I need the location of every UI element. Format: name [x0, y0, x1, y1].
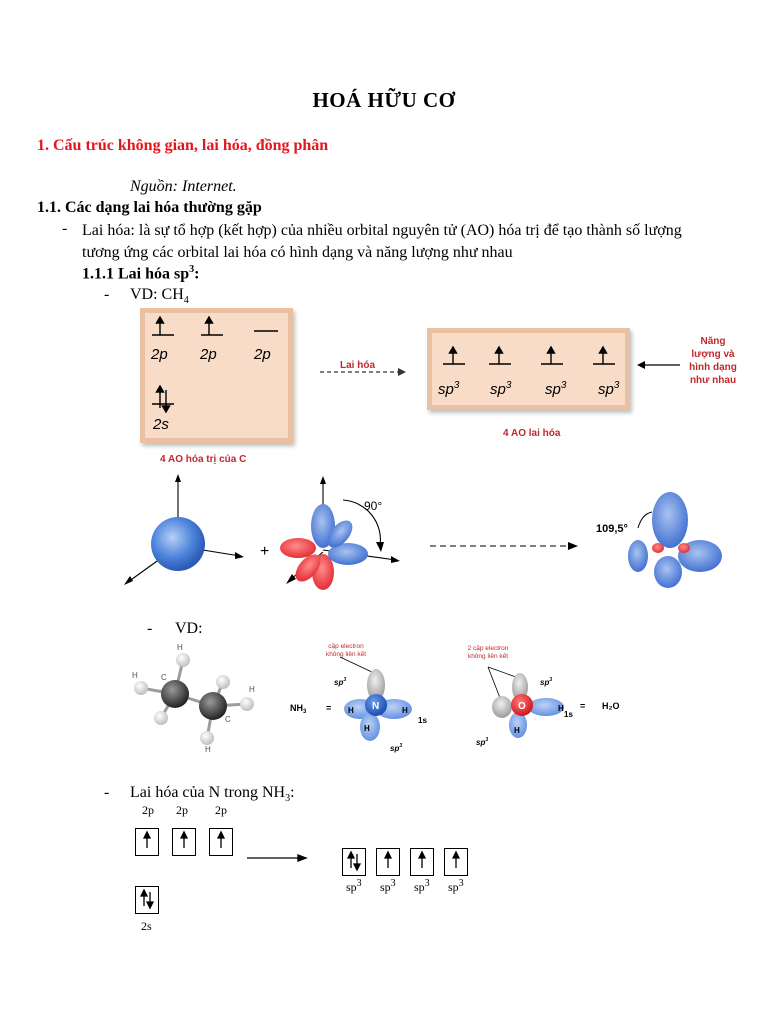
- ethane-model: [125, 638, 275, 753]
- orbital-label-2s: 2s: [141, 919, 152, 933]
- h-atom-label: H: [402, 706, 408, 715]
- sp3-sup: 3: [560, 380, 567, 391]
- orbital-label-sp3: [490, 380, 511, 398]
- sp3-label-h2o: [476, 737, 488, 747]
- nh3-heading-sub: 3: [285, 793, 291, 805]
- caption-hybrid-orbitals: 4 AO lai hóa: [503, 428, 561, 439]
- sp3-label-h2o: [540, 677, 552, 687]
- one-s-label: 1s: [418, 716, 427, 725]
- example-ch4: [130, 286, 189, 306]
- bullet-dash: -: [104, 784, 110, 801]
- h-atom-label: H: [364, 724, 370, 733]
- h2o-model: [460, 663, 640, 758]
- nh3-model: [290, 655, 440, 755]
- sp3-text: sp: [490, 381, 506, 398]
- sp3-text: sp: [598, 381, 614, 398]
- sp3-sup: 3: [356, 878, 362, 889]
- bullet-dash: -: [62, 220, 68, 237]
- note-line: hình dạng: [689, 362, 737, 373]
- definition-paragraph: Lai hóa: là sự tổ hợp (kết hợp) của nhiều orbital nguyên tử (AO) hóa trị để tạo thành số lượng tương ứng các orbital lai hóa có hình dạng và năng lượng như nhau: [82, 222, 682, 261]
- sp3-sup: 3: [343, 677, 347, 683]
- caption-line: cặp electron: [328, 643, 364, 650]
- ethane-h-label: H: [249, 685, 255, 694]
- orbital-label-2s: 2s: [153, 416, 169, 433]
- sp3-text: sp: [438, 381, 454, 398]
- dashed-arrow-icon: [318, 366, 408, 378]
- sp3-text: sp: [414, 880, 425, 894]
- sp3-sup: 3: [458, 878, 464, 889]
- example-2: VD:: [175, 620, 203, 637]
- caption-line: 2 cặp electron: [467, 645, 509, 652]
- sp3-sup: 3: [613, 380, 620, 391]
- ethane-h-label: H: [177, 643, 183, 652]
- sp3-text: sp: [390, 744, 400, 753]
- sp3-box-label: [346, 878, 362, 895]
- sp3-text: sp: [334, 678, 344, 687]
- sp3-sup: 3: [505, 380, 512, 391]
- sp3-text: sp: [448, 880, 459, 894]
- nh3-electron-arrows: [130, 822, 480, 922]
- orbital-label-2p: 2p: [215, 803, 227, 817]
- sp3-text: sp: [380, 880, 391, 894]
- orbital-shapes-figure: [118, 468, 728, 598]
- heading-colon: :: [194, 265, 200, 283]
- caption-line: không liên kết: [467, 653, 509, 660]
- hybrid-orbitals-arrows: [427, 328, 637, 388]
- example-ch4-sub: 4: [183, 295, 189, 307]
- sp3-box-label: [380, 878, 396, 895]
- nh3-heading-text: Lai hóa của N trong NH: [130, 784, 286, 801]
- sp3-sup: 3: [549, 677, 553, 683]
- plus-sign: +: [260, 543, 270, 560]
- ethane-c-label: C: [161, 673, 167, 682]
- sp3-text: sp: [476, 738, 486, 747]
- h-atom-label: H: [348, 706, 354, 715]
- section-heading-1-1-1: [82, 264, 199, 283]
- equals-sign: =: [580, 701, 586, 711]
- note-line: Năng: [700, 336, 726, 347]
- sp3-sup: 3: [485, 737, 489, 743]
- orbital-label-2p: 2p: [142, 803, 154, 817]
- sp3-sup: 3: [424, 878, 430, 889]
- nh3-formula-sub: 3: [303, 709, 307, 715]
- sp3-text: sp: [545, 381, 561, 398]
- arrow-left-icon: [636, 360, 682, 370]
- angle-tetrahedral-label: 109,5°: [596, 523, 628, 535]
- h2o-formula: H₂O: [602, 701, 620, 711]
- sp3-text: sp: [346, 880, 357, 894]
- ethane-h-label: H: [132, 671, 138, 680]
- nh3-hybridization-heading: [130, 784, 295, 804]
- note-line: lượng và: [691, 349, 735, 360]
- note-line: như nhau: [689, 375, 737, 386]
- sp3-text: sp: [540, 678, 550, 687]
- section-heading-1-1: 1.1. Các dạng lai hóa thường gặp: [37, 199, 262, 216]
- bullet-dash: -: [104, 286, 110, 303]
- sp3-sup: 3: [399, 743, 403, 749]
- one-s-label: 1s: [564, 710, 573, 719]
- n-atom-label: N: [372, 701, 380, 712]
- bullet-dash: -: [147, 620, 153, 637]
- sp3-box-label: [448, 878, 464, 895]
- orbital-label-sp3: [438, 380, 459, 398]
- caption-valence-orbitals: 4 AO hóa trị của C: [160, 454, 247, 465]
- orbital-label-sp3: [545, 380, 566, 398]
- orbital-label-2p: 2p: [254, 346, 271, 363]
- sp3-label-nh3: [334, 677, 346, 687]
- sp3-label-nh3: [390, 743, 402, 753]
- orbital-label-sp3: [598, 380, 619, 398]
- document-title: HOÁ HỮU CƠ: [312, 88, 456, 112]
- note-same-energy-shape: [682, 335, 744, 387]
- equals-sign: =: [326, 703, 332, 713]
- sp3-sup: 3: [390, 878, 396, 889]
- orbital-label-2p: 2p: [176, 803, 188, 817]
- o-atom-label: O: [518, 701, 526, 712]
- nh3-formula: [290, 703, 307, 715]
- example-ch4-text: VD: CH: [130, 286, 184, 303]
- sp3-sup: 3: [453, 380, 460, 391]
- heading-text: 1.1.1 Lai hóa sp: [82, 265, 190, 283]
- h-atom-label: H: [558, 704, 564, 713]
- h-atom-label: H: [514, 726, 520, 735]
- source-note: Nguồn: Internet.: [130, 178, 237, 195]
- sp3-box-label: [414, 878, 430, 895]
- hybridization-arrow-label: Lai hóa: [340, 360, 376, 371]
- angle-90-label: 90°: [364, 499, 383, 513]
- section-heading-1: 1. Cấu trúc không gian, lai hóa, đồng phân: [37, 137, 329, 154]
- ethane-h-label: H: [205, 745, 211, 753]
- nh3-formula-text: NH: [290, 703, 303, 713]
- nh3-heading-colon: :: [290, 784, 295, 801]
- orbital-label-2p: 2p: [151, 346, 168, 363]
- orbital-label-2p: 2p: [200, 346, 217, 363]
- ethane-c-label: C: [225, 715, 231, 724]
- h2o-lone-pairs-caption: [454, 645, 522, 661]
- heading-sup: 3: [189, 264, 195, 275]
- caption-line: không liên kết: [325, 651, 367, 658]
